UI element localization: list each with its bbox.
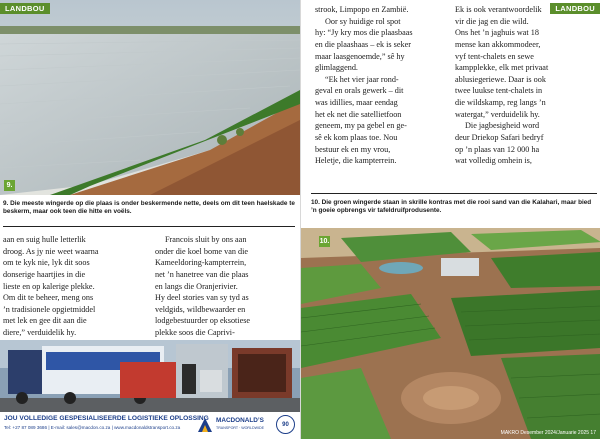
text-line: onder die koel bome van die [155, 246, 248, 256]
caption-photo-10: 10. Die groen wingerde staan in skrille kontras met die rooi sand van die Kalahari, maar bied ’n goeie opbrengs vir tafeldruifprodusente. [311, 199, 592, 215]
macdonalds-logo [196, 414, 272, 436]
text-line: met lek en gee dit aan die [3, 316, 87, 326]
logo-mark-icon [196, 416, 214, 434]
text-line: om te kyk nie, lyk dit soos [3, 258, 90, 268]
logo-name: MACDONALD’S [216, 417, 264, 424]
left-column-1 [3, 234, 141, 339]
text-line: was idillies, maar eendag [315, 98, 398, 108]
text-line: droog. As jy nie weet waarna [3, 246, 99, 256]
caption-divider-left [3, 226, 295, 227]
text-line: veldgids, wildbewaarder en [155, 304, 246, 314]
text-line: bestuur ek en my vrou, [315, 144, 391, 154]
text-line: watergat,” verduidelik hy. [455, 109, 540, 119]
text-line: geval en orals gewerk – dit [315, 86, 404, 96]
text-line: hy: “Jy kry mos die plaasbaas [315, 28, 413, 38]
section-tag-left: LANDBOU [0, 3, 50, 14]
text-line: Kameeldoring-kampterrein, [155, 258, 247, 268]
text-line: strook, Limpopo en Zambië. [315, 5, 409, 14]
advertisement-macdonalds[interactable] [0, 340, 300, 439]
photo-number-9: 9. [4, 180, 15, 191]
text-line: deur Driekop Safari bedryf [455, 133, 544, 143]
text-line: Ek is ook verantwoordelik [455, 5, 542, 14]
text-line: mense kan akkommodeer, [455, 39, 541, 49]
paragraph [3, 234, 141, 339]
trucks-illustration [0, 340, 300, 412]
right-column-1 [315, 4, 451, 167]
right-column-2 [455, 4, 595, 167]
text-line: Ons het ’n jaghuis wat 18 [455, 28, 539, 38]
paragraph [155, 234, 297, 339]
page-footer: MAKRO Desember 2024/Januarie 2025 17 [500, 430, 596, 436]
right-page [300, 0, 600, 439]
photo-number-10: 10. [319, 238, 330, 245]
text-line: Francois sluit by ons aan [165, 235, 247, 244]
text-line: “Ek het vier jaar rond- [325, 74, 399, 84]
text-line: lieste en op kalerige plekke. [3, 281, 95, 291]
photo-kalahari-vineyards [301, 228, 600, 439]
text-line: Heletje, die kampterrein. [315, 156, 397, 166]
ad-contact-line[interactable]: Tel: +27 87 089 3686 | E-mail: sales@macdon.co.za | www.macdonaldstransport.co.za [4, 425, 181, 430]
paragraph [315, 16, 451, 74]
left-column-2 [155, 234, 297, 339]
text-line: en langs die Oranjerivier. [155, 281, 238, 291]
caption-photo-9: 9. Die meeste wingerde op die plaas is onder beskermende nette, deels om dit teen haelskade te beskerm, maar ook teen die hitte en voëls. [3, 200, 295, 216]
text-line: op ’n plaas van 12 000 ha [455, 144, 540, 154]
paragraph [315, 4, 451, 16]
text-line: donserige haartjies in die [3, 269, 86, 279]
text-line: plekke soos die Caprivi- [155, 328, 235, 338]
paragraph [315, 74, 451, 167]
text-line: ’n tradisionele opgietmiddel [3, 304, 96, 314]
photo-netted-vineyards [0, 0, 300, 195]
logo-subtitle: TRANSPORT · WORLDWIDE [216, 426, 264, 430]
text-line: maar laasgenoemde,” sê hy [315, 51, 405, 61]
text-line: Hy deel stories van sy tyd as [155, 293, 249, 303]
text-line: Oor sy huidige rol spot [325, 16, 401, 26]
text-line: en die plaashaas – ek is seker [315, 39, 411, 49]
text-line: aan en suig hulle letterlik [3, 235, 86, 244]
text-line: Om dit te beheer, meng ons [3, 293, 94, 303]
text-line: net ’n hanetree van die plaas [155, 269, 249, 279]
text-line: vir die jag en die wild. [455, 16, 529, 26]
text-line: het ek net die satellietfoon [315, 109, 402, 119]
text-line: vyf tent-chalets en sewe [455, 51, 534, 61]
anniversary-badge: 90 [276, 415, 295, 434]
netted-vineyards-illustration [0, 0, 300, 195]
aerial-vineyards-illustration [301, 228, 600, 439]
text-line: lodgebestuurder op eksotiese [155, 316, 251, 326]
text-line: glimlaggend. [315, 63, 358, 73]
text-line: Die jagbesigheid word [465, 121, 540, 131]
paragraph [455, 120, 595, 167]
ad-headline: JOU VOLLEDIGE GESPESIALISEERDE LOGISTIEKE OPLOSSING [4, 415, 209, 422]
text-line: ablusiegeriewe. Daar is ook [455, 74, 546, 84]
caption-divider-right-top [311, 193, 597, 194]
text-line: wat volledig omhein is, [455, 156, 532, 166]
text-line: sê ek kom plaas toe. Nou [315, 133, 398, 143]
section-tag-right: LANDBOU [550, 3, 600, 14]
text-line: die wildskamp, reg langs ’n [455, 98, 546, 108]
text-line: diere,” verduidelik hy. [3, 328, 77, 338]
paragraph [455, 4, 595, 120]
text-line: twee luukse tent-chalets in [455, 86, 543, 96]
text-line: geneem, my pa gebel en ge- [315, 121, 407, 131]
text-line: kampplekke, elk met privaat [455, 63, 549, 73]
ad-info-bar [0, 412, 300, 439]
